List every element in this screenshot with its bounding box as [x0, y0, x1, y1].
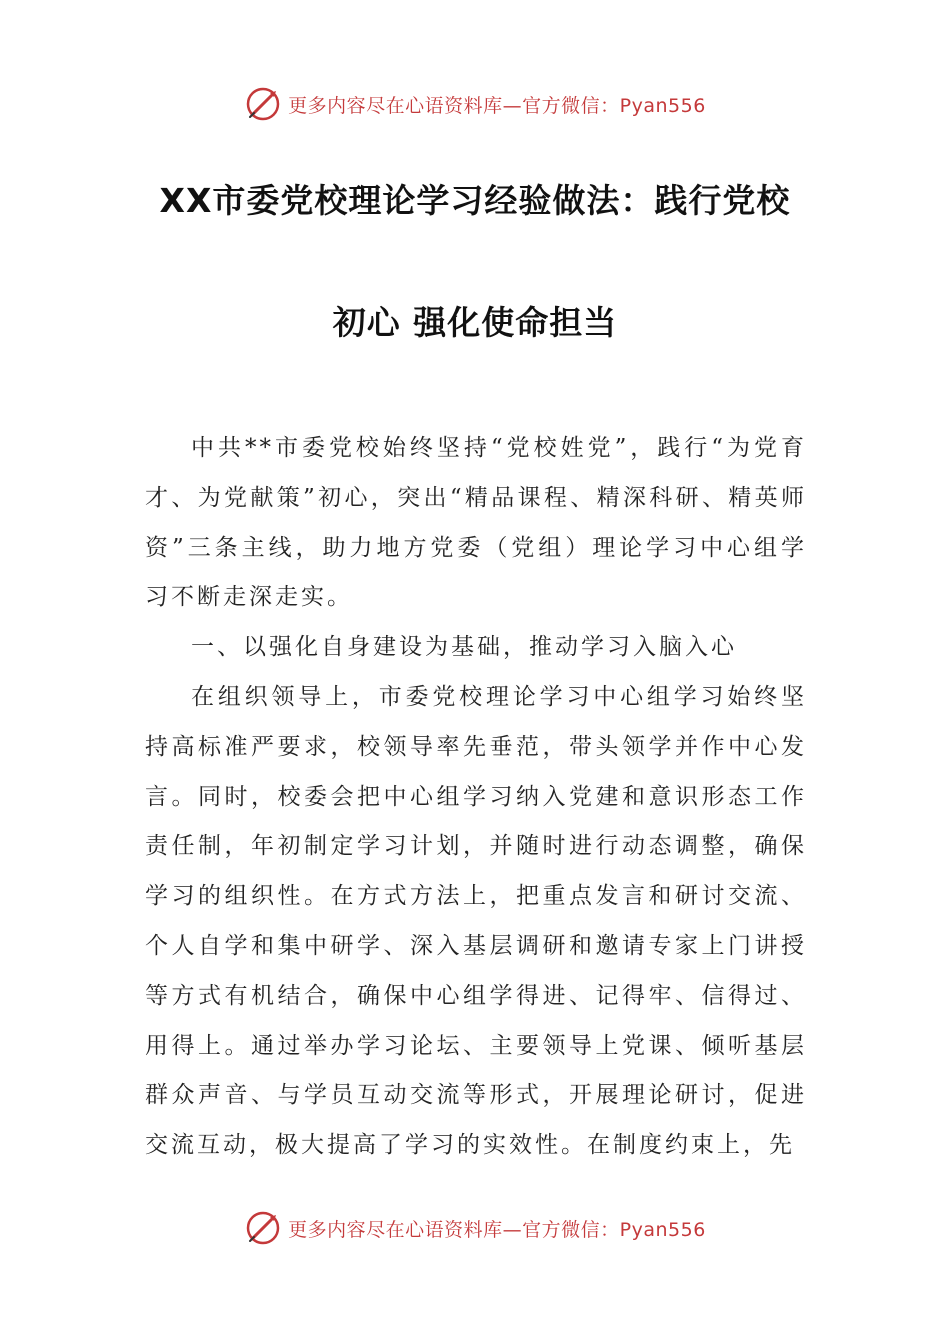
- document-title-line-1: XX市委党校理论学习经验做法：践行党校: [159, 181, 791, 220]
- document-body: [145, 424, 807, 1171]
- watermark-header: [0, 79, 950, 129]
- watermark-text: 更多内容尽在心语资料库—官方微信：Pyan556: [288, 94, 706, 117]
- document-title-line-2: 初心 强化使命担当: [332, 303, 618, 342]
- watermark-text: 更多内容尽在心语资料库—官方微信：Pyan556: [288, 1218, 706, 1241]
- section-heading-1: 一、以强化自身建设为基础，推动学习入脑入心: [191, 634, 737, 661]
- watermark-footer: [0, 1203, 950, 1253]
- pen-logo-icon: [244, 1209, 282, 1247]
- pen-logo-icon: [244, 85, 282, 123]
- section-1-paragraph: 在组织领导上，市委党校理论学习中心组学习始终坚持高标准严要求，校领导率先垂范，带头领学并作中心发言。同时，校委会把中心组学习纳入党建和意识形态工作责任制，年初制定学习计划，并随时进行动态调整，确保学习的组织性。在方式方法上，把重点发言和研讨交流、个人自学和集中研学、深入基层调研和邀请专家上门讲授等方式有机结合，确保中心组学得进、记得牢、信得过、用得上。通过举办学习论坛、主要领导上党课、倾听基层群众声音、与学员互动交流等形式，开展理论研讨，促进交流互动，极大提高了学习的实效性。在制度约束上，先: [145, 683, 807, 1159]
- intro-paragraph: 中共**市委党校始终坚持“党校姓党”，践行“为党育才、为党献策”初心，突出“精品课程、精深科研、精英师资”三条主线，助力地方党委（党组）理论学习中心组学习不断走深走实。: [145, 435, 807, 611]
